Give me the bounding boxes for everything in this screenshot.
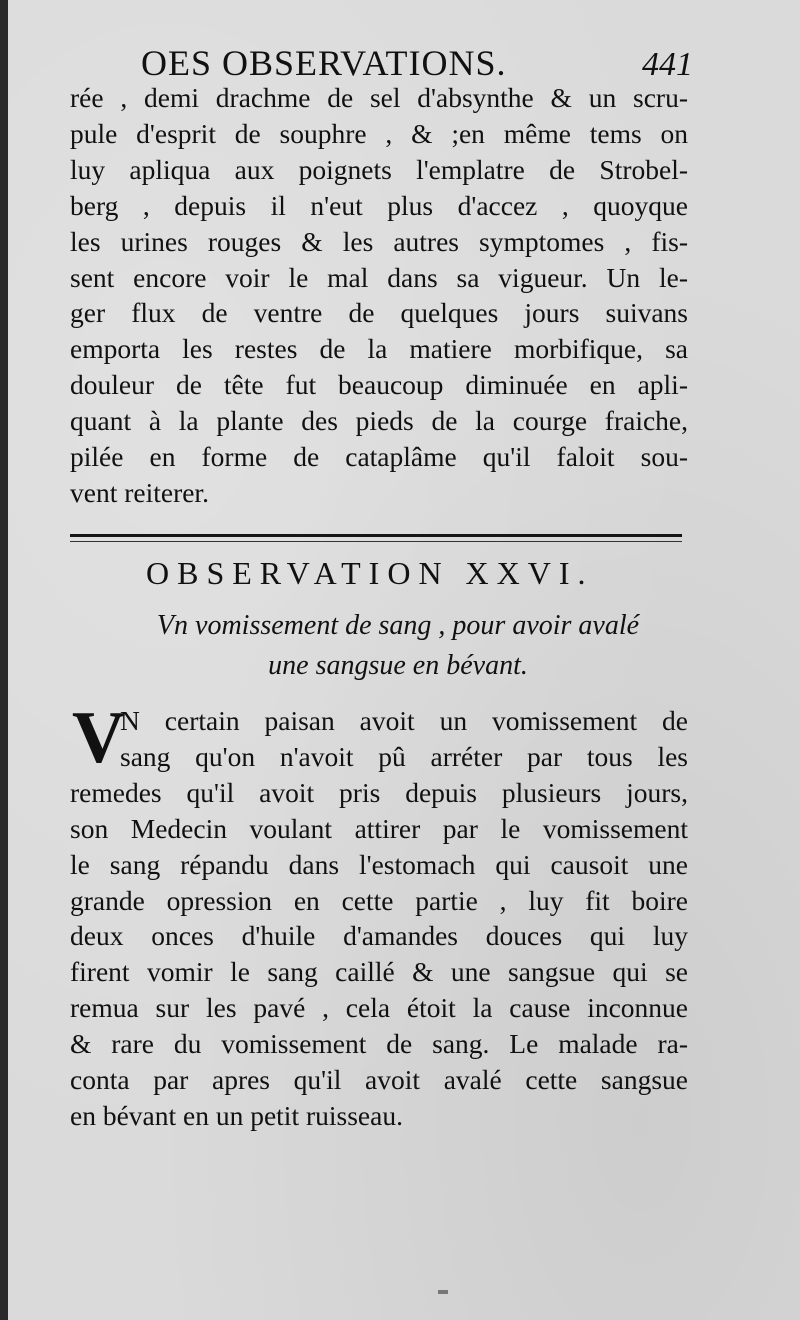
text-line: remua sur les pavé , cela étoit la cause inconnue	[70, 992, 688, 1024]
text-line: remedes qu'il avoit pris depuis plusieurs jours,	[70, 776, 688, 808]
text-line: pule d'esprit de souphre , & ;en même tems on	[70, 117, 688, 149]
dropcap-block	[70, 697, 688, 779]
text-line: ger flux de ventre de quelques jours suivans	[70, 297, 688, 329]
section-divider-thin	[70, 541, 682, 542]
text-line: le sang répandu dans l'estomach qui causoit une	[70, 848, 688, 880]
text-line: vent reiterer.	[70, 476, 209, 508]
text-line: berg , depuis il n'eut plus d'accez , quoyque	[70, 189, 688, 221]
observation-body	[70, 697, 688, 1134]
text-line: les urines rouges & les autres symptomes , fis-	[70, 225, 688, 257]
observation-title	[108, 606, 688, 686]
observation-title-line-2: une sangsue en bévant.	[268, 650, 528, 681]
printer-mark	[438, 1290, 448, 1294]
text-line: conta par apres qu'il avoit avalé cette sangsue	[70, 1064, 688, 1096]
observation-title-line-1: Vn vomissement de sang , pour avoir avalé	[156, 610, 640, 641]
text-line: pilée en forme de cataplâme qu'il faloit sou-	[70, 441, 688, 473]
text-line: son Medecin voulant attirer par le vomissement	[70, 812, 688, 844]
text-line: luy apliqua aux poignets l'emplatre de Strobel-	[70, 153, 688, 185]
running-head: OES OBSERVATIONS.	[141, 43, 507, 83]
text-line: douleur de tête fut beaucoup diminuée en apli-	[70, 369, 688, 401]
text-line: sent encore voir le mal dans sa vigueur. Un le-	[70, 261, 688, 293]
book-page	[8, 0, 800, 1320]
text-line: deux onces d'huile d'amandes douces qui luy	[70, 920, 688, 952]
text-line: & rare du vomissement de sang. Le malade ra-	[70, 1028, 688, 1060]
drop-cap: V	[72, 697, 126, 779]
text-line: quant à la plante des pieds de la courge fraiche,	[70, 405, 688, 437]
text-line: sang qu'on n'avoit pû arréter par tous les	[120, 740, 688, 772]
text-line: rée , demi drachme de sel d'absynthe & un scru-	[70, 82, 688, 113]
text-line: N certain paisan avoit un vomissement de	[120, 705, 688, 736]
section-divider	[70, 534, 682, 537]
observation-heading: OBSERVATION XXVI.	[146, 555, 594, 591]
text-line: emporta les restes de la matiere morbifique, sa	[70, 333, 688, 365]
text-line: en bévant en un petit ruisseau.	[70, 1099, 403, 1131]
text-line: grande opression en cette partie , luy fit boire	[70, 884, 688, 916]
text-line: firent vomir le sang caillé & une sangsue qui se	[70, 956, 688, 988]
continued-paragraph	[70, 80, 688, 511]
page-number: 441	[642, 46, 693, 83]
